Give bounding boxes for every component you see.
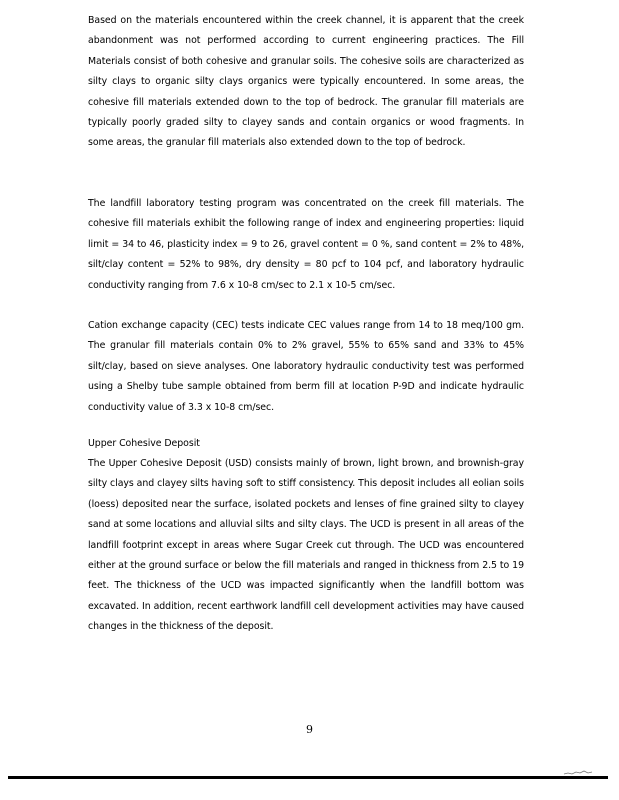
scan-mark-icon — [563, 769, 593, 775]
paragraph-laboratory-testing: The landfill laboratory testing program was concentrated on the creek fill materials. The cohesive fill materials exhibit the following range of index and engineering properties: liquid limit = 34 to 46, plasticity index = 9 to 26, gravel content = 0 %, sand content = 2% to 48%, silt/clay content = 52% to 98%, dry density = 80 pcf to 104 pcf, and laboratory hydraulic conductivity ranging from 7.6 x 10-8 cm/sec to 2.1 x 10-5 cm/sec. — [88, 198, 524, 291]
page-number: 9 — [306, 723, 313, 736]
paragraph-cation-exchange: Cation exchange capacity (CEC) tests indicate CEC values range from 14 to 18 meq/100 gm. The granular fill materials contain 0% to 2% gravel, 55% to 65% sand and 33% to 45% silt/clay, based on sieve analyses. One laboratory hydraulic conductivity test was performed using a Shelby tube sample obtained from berm fill at location P-9D and indicate hydraulic conductivity value of 3.3 x 10-8 cm/sec. — [88, 320, 524, 413]
footer-divider — [8, 776, 608, 779]
section-heading: Upper Cohesive Deposit — [88, 438, 200, 449]
paragraph-creek-fill-materials: Based on the materials encountered within the creek channel, it is apparent that the creek abandonment was not performed according to current engineering practices. The Fill Materials consist of both cohesive and granular soils. The cohesive soils are characterized as silty clays to organic silty clays organics were typically encountered. In some areas, the cohesive fill materials extended down to the top of bedrock. The granular fill materials are typically poorly graded silty to clayey sands and contain organics or wood fragments. In some areas, the granular fill materials also extended down to the top of bedrock. — [88, 15, 524, 149]
paragraph-upper-cohesive-deposit: The Upper Cohesive Deposit (USD) consists mainly of brown, light brown, and brownish-gray silty clays and clayey silts having soft to stiff consistency. This deposit includes all eolian soils (loess) deposited near the surface, isolated pockets and lenses of fine grained silty to clayey sand at some locations and alluvial silts and silty clays. The UCD is present in all areas of the landfill footprint except in areas where Sugar Creek cut through. The UCD was encountered either at the ground surface or below the fill materials and ranged in thickness from 2.5 to 19 feet. The thickness of the UCD was impacted significantly when the landfill bottom was excavated. In addition, recent earthwork landfill cell development activities may have caused changes in the thickness of the deposit. — [88, 458, 524, 633]
